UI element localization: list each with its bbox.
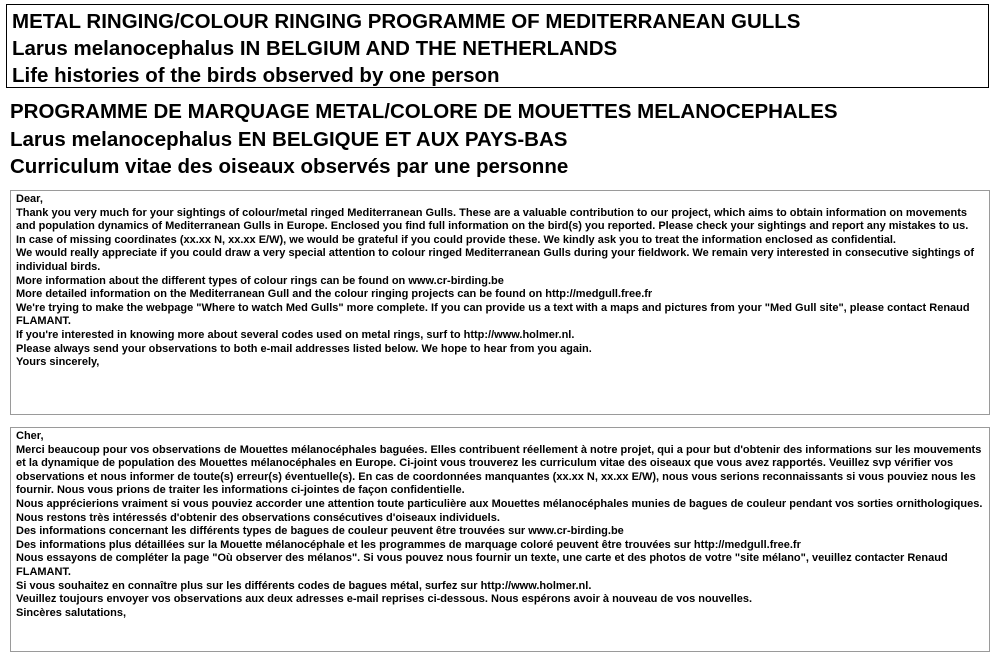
english-title-box	[6, 4, 989, 88]
letter-paragraph: Si vous souhaitez en connaître plus sur les différents codes de bagues métal, surfez sur http://www.holmer.nl.	[16, 579, 592, 592]
letter-closing: Yours sincerely,	[16, 356, 100, 369]
letter-paragraph: Please always send your observations to both e-mail addresses listed below. We hope to hear from you again.	[16, 342, 592, 355]
letter-closing: Sincères salutations,	[16, 606, 127, 619]
letter-paragraph: Nous essayons de compléter la page "Où observer des mélanos". Si vous pouvez nous fournir un texte, une carte et des photos de votre "site mélano", veuillez contacter Renaud FLAMANT.	[16, 552, 948, 578]
letter-paragraph: Veuillez toujours envoyer vos observations aux deux adresses e-mail reprises ci-dessous. Nous espérons avoir à nouveau de vos nouvelles.	[16, 593, 753, 606]
english-title-line-1: METAL RINGING/COLOUR RINGING PROGRAMME OF MEDITERRANEAN GULLS	[12, 10, 801, 33]
letter-paragraph: More information about the different types of colour rings can be found on www.cr-birding.be	[16, 274, 504, 287]
letter-paragraph: Des informations plus détaillées sur la Mouette mélanocéphale et les programmes de marquage coloré peuvent être trouvées sur http://medgull.free.fr	[16, 538, 801, 551]
french-letter-box	[10, 427, 990, 652]
english-title-line-2: Larus melanocephalus IN BELGIUM AND THE NETHERLANDS	[12, 37, 618, 60]
french-title-line-2: Larus melanocephalus EN BELGIQUE ET AUX PAYS-BAS	[10, 127, 568, 151]
letter-paragraph: In case of missing coordinates (xx.xx N, xx.xx E/W), we would be grateful if you could provide these. We kindly ask you to treat the information enclosed as confidential.	[16, 233, 896, 246]
letter-salutation: Dear,	[16, 193, 43, 205]
letter-paragraph: Des informations concernant les différents types de bagues de couleur peuvent être trouvées sur www.cr-birding.be	[16, 525, 624, 538]
letter-paragraph: More detailed information on the Mediterranean Gull and the colour ringing projects can be found on http://medgull.free.fr	[16, 288, 653, 301]
letter-paragraph: We would really appreciate if you could draw a very special attention to colour ringed Mediterranean Gulls during your fieldwork. We remain very interested in consecutive sightings of individual birds.	[16, 247, 975, 273]
letter-paragraph: Merci beaucoup pour vos observations de Mouettes mélanocéphales baguées. Elles contribuent réellement à notre projet, qui a pour but d'obtenir des informations sur les mouvements et la dynamique de population des Mouettes mélanocéphales en Europe. Ci-joint vous trouverez les curriculum vitae des oiseaux que vous avez rapportés. Veuillez svp vérifier vos observations et nous informer de toute(s) erreur(s) éventuelle(s). En cas de coordonnées manquantes (xx.xx N, xx.xx E/W), nous vous serions reconnaissants si vous pouviez nous les fournir. Nous vous prions de traiter les informations ci-jointes de façon confidentielle.	[16, 443, 982, 497]
letter-paragraph: We're trying to make the webpage "Where to watch Med Gulls" more complete. If you can provide us a text with a maps and pictures from your "Med Gull site", please contact Renaud FLAMANT.	[16, 301, 970, 328]
french-title-block	[10, 98, 838, 181]
letter-paragraph: If you're interested in knowing more about several codes used on metal rings, surf to http://www.holmer.nl.	[16, 328, 575, 341]
letter-salutation: Cher,	[16, 430, 44, 442]
letter-paragraph: Nous apprécierions vraiment si vous pouviez accorder une attention toute particulière aux Mouettes mélanocéphales munies de bagues de couleur pendant vos sorties ornithologiques. Nous restons très intéressés d'obtenir des observations consécutives d'oiseaux individuels.	[16, 497, 983, 524]
letter-paragraph: Thank you very much for your sightings of colour/metal ringed Mediterranean Gulls. These are a valuable contribution to our project, which aims to obtain information on movements and population dynamics of Mediterranean Gulls in Europe. Enclosed you find full information on the bird(s) you reported. Please check your sightings and report any mistakes to us.	[16, 206, 969, 233]
french-title-line-1: PROGRAMME DE MARQUAGE METAL/COLORE DE MOUETTES MELANOCEPHALES	[10, 100, 838, 123]
english-title-line-3: Life histories of the birds observed by one person	[12, 64, 500, 87]
french-title-line-3: Curriculum vitae des oiseaux observés par une personne	[10, 155, 569, 178]
english-letter-box	[10, 190, 990, 415]
